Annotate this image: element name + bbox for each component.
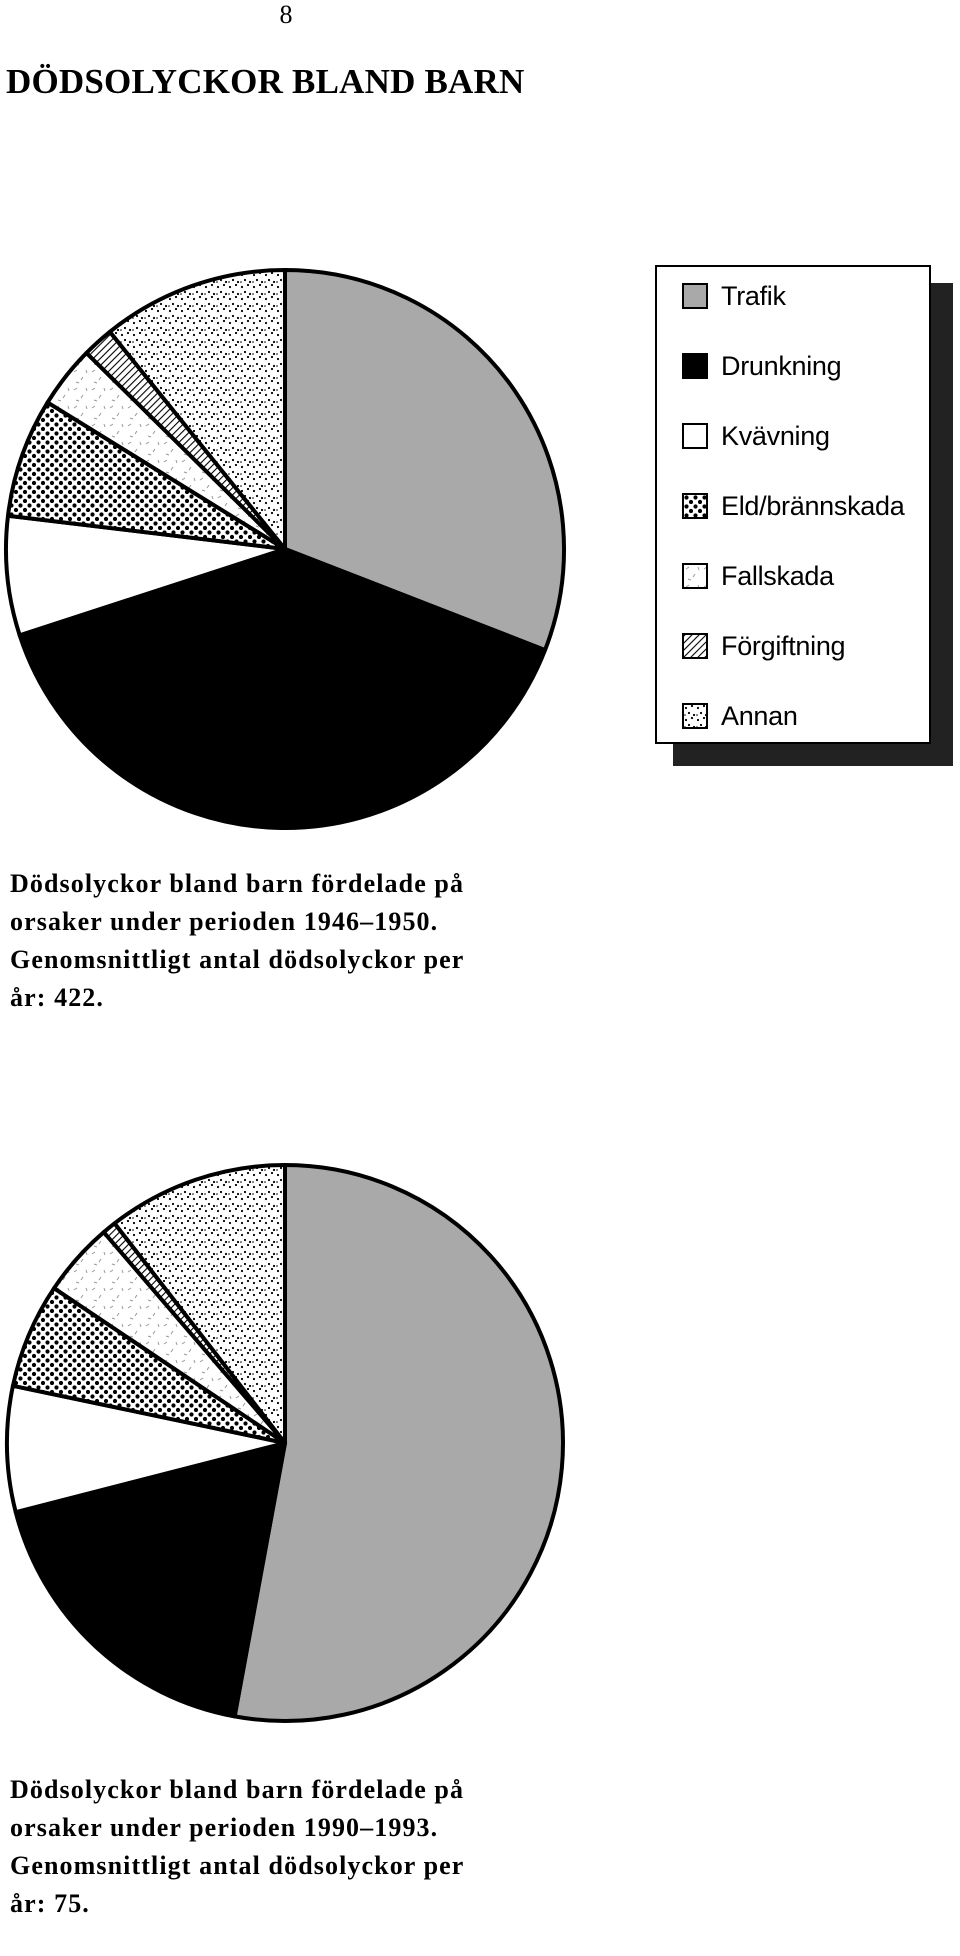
legend-label-forgiftning: Förgiftning <box>721 630 846 661</box>
legend-swatch-fallskada <box>682 563 708 589</box>
legend-item-drunkning <box>682 349 841 383</box>
legend-swatch-trafik <box>682 283 708 309</box>
caption-2-line-2: orsaker under perioden 1990–1993. <box>10 1813 439 1842</box>
legend-item-fallskada <box>682 559 834 593</box>
caption-1946-1950 <box>10 865 464 1017</box>
legend-label-annan: Annan <box>721 700 798 731</box>
legend-label-fallskada: Fallskada <box>721 560 834 591</box>
caption-2-line-4: år: 75. <box>10 1889 90 1918</box>
legend-swatch-forgiftning <box>682 633 708 659</box>
caption-2-line-1: Dödsolyckor bland barn fördelade på <box>10 1775 465 1804</box>
legend-swatch-drunkning <box>682 353 708 379</box>
legend-item-eld-brannskada <box>682 489 904 523</box>
legend <box>655 265 931 744</box>
caption-2-line-3: Genomsnittligt antal dödsolyckor per <box>10 1851 465 1880</box>
legend-label-drunkning: Drunkning <box>721 350 842 381</box>
legend-item-forgiftning <box>682 629 845 663</box>
caption-1990-1993 <box>10 1771 464 1923</box>
legend-label-trafik: Trafik <box>721 280 786 311</box>
caption-1-line-3: Genomsnittligt antal dödsolyckor per <box>10 945 465 974</box>
legend-item-trafik <box>682 279 786 313</box>
caption-1-line-1: Dödsolyckor bland barn fördelade på <box>10 869 465 898</box>
legend-label-kvavning: Kvävning <box>721 420 830 451</box>
page-number: 8 <box>279 0 293 29</box>
caption-1-line-4: år: 422. <box>10 983 104 1012</box>
legend-label-eld-brannskada: Eld/brännskada <box>721 490 905 521</box>
legend-swatch-kvavning <box>682 423 708 449</box>
legend-swatch-eld-brannskada <box>682 493 708 519</box>
page-heading: DÖDSOLYCKOR BLAND BARN <box>6 62 525 101</box>
pie-chart-1990-1993 <box>0 1160 570 1730</box>
legend-swatch-annan <box>682 703 708 729</box>
legend-item-annan <box>682 699 798 733</box>
pie-chart-1946-1950 <box>0 260 570 830</box>
caption-1-line-2: orsaker under perioden 1946–1950. <box>10 907 439 936</box>
legend-item-kvavning <box>682 419 830 453</box>
